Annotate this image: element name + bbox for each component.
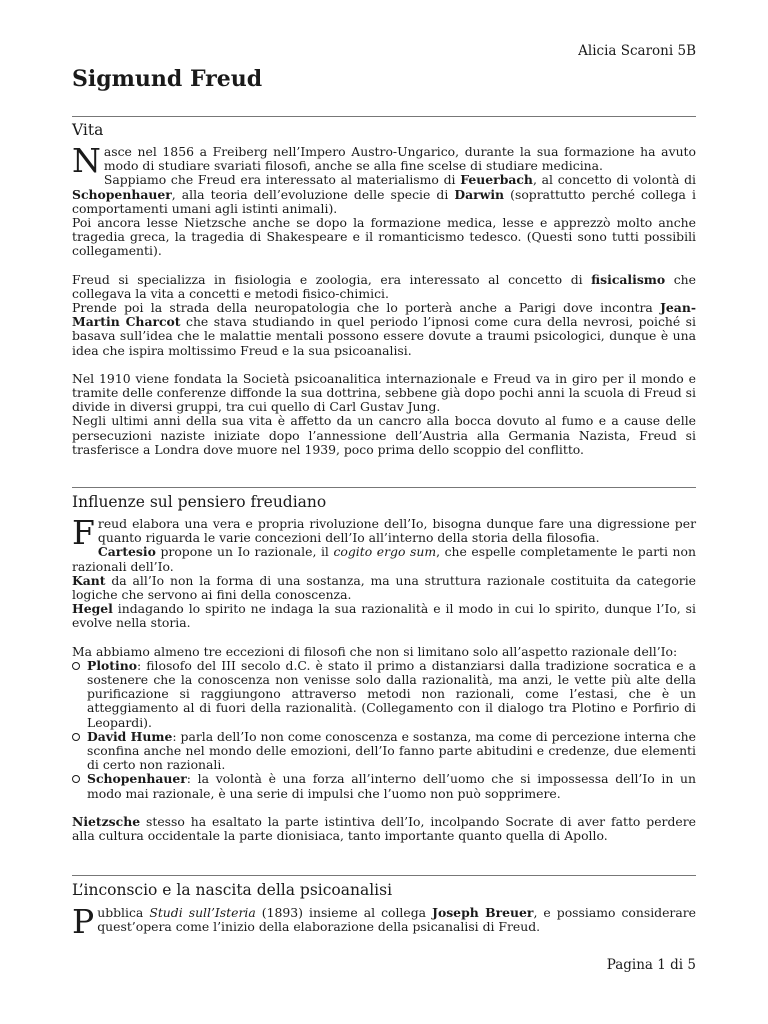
- paragraph: Prende poi la strada della neuropatologia che lo porterà anche a Parigi dove incontra Jean-Martin Charcot che stava studiando in quel periodo l’ipnosi come cura della nevrosi, poiché si basava sull’idea che le malattie mentali possono essere dovute a traumi psicologici, dunque è una idea che ispira moltissimo Freud e la sua psicoanalisi.: [72, 300, 697, 358]
- paragraph: Hegel indagando lo spirito ne indaga la sua razionalità e il modo in cui lo spirito, dunque l’Io, si evolve nella storia.: [72, 601, 696, 631]
- drop-cap: N: [72, 141, 101, 180]
- divider: [72, 875, 696, 876]
- paragraph: Freud si specializza in fisiologia e zoologia, era interessato al concetto di fisicalismo che collegava la vita a concetti e metodi fisico-chimici.: [72, 271, 696, 301]
- paragraph: Cartesio propone un Io razionale, il cogito ergo sum, che espelle completamente le parti non razionali dell’Io.: [72, 544, 696, 574]
- author-name: Alicia Scaroni 5B: [578, 43, 696, 59]
- bullet-icon: [72, 775, 80, 783]
- paragraph: Freud elabora una vera e propria rivoluzione dell’Io, bisogna dunque fare una digressione per quanto riguarda le varie concezioni dell’Io all’interno della storia della filosofia.: [72, 513, 696, 552]
- list-item: David Hume: parla dell’Io non come conoscenza e sostanza, ma come di percezione interna che sconfina anche nel mondo delle emozioni, dell’Io fanno parte abitudini e credenze, due elementi di certo non razionali.: [72, 730, 696, 773]
- document-title: Sigmund Freud: [72, 66, 263, 92]
- paragraph: Nasce nel 1856 a Freiberg nell’Impero Austro-Ungarico, durante la sua formazione ha avuto modo di studiare svariati filosofi, anche se alla fine scelse di studiare medicina.: [72, 141, 696, 180]
- paragraph: Negli ultimi anni della sua vita è affetto da un cancro alla bocca dovuto al fumo e a cause delle persecuzioni naziste iniziate dopo l’annessione dell’Austria alla Germania Nazista, Freud si trasferisce a Londra dove muore nel 1939, poco prima dello scoppio del conflitto.: [72, 413, 696, 457]
- paragraph: Poi ancora lesse Nietzsche anche se dopo la formazione medica, lesse e apprezzò molto anche tragedia greca, la tragedia di Shakespeare e il romanticismo tedesco. (Questi sono tutti possibili collegamenti).: [72, 215, 696, 259]
- section-heading-influenze: Influenze sul pensiero freudiano: [72, 493, 327, 511]
- drop-cap: P: [72, 902, 95, 941]
- paragraph: Kant da all’Io non la forma di una sostanza, ma una struttura razionale costituita da categorie logiche che servono ai fini della conoscenza.: [72, 572, 696, 603]
- paragraph: Ma abbiamo almeno tre eccezioni di filosofi che non si limitano solo all’aspetto razionale dell’Io:: [72, 643, 678, 659]
- section-body-influenze: [72, 513, 696, 844]
- drop-cap: F: [72, 513, 95, 552]
- paragraph: Sappiamo che Freud era interessato al materialismo di Feuerbach, al concetto di volontà di Schopenhauer, alla teoria dell’evoluzione delle specie di Darwin (soprattutto perché collega i comportamenti umani agli istinti animali).: [72, 172, 697, 216]
- paragraph: Nel 1910 viene fondata la Società psicoanalitica internazionale e Freud va in giro per il mondo e tramite delle conferenze diffonde la sua dottrina, sebbene già dopo pochi anni la scuola di Freud si divide in diversi gruppi, tra cui quello di Carl Gustav Jung.: [72, 370, 696, 415]
- page-number: Pagina 1 di 5: [606, 957, 696, 973]
- bullet-icon: [72, 733, 80, 741]
- section-heading-vita: Vita: [72, 121, 104, 139]
- divider: [72, 116, 696, 117]
- list-item: Plotino: filosofo del III secolo d.C. è stato il primo a distanziarsi dalla tradizione socratica e a sostenere che la conoscenza non venisse solo dalla razionalità, ma anzi, le vette più alte della purificazione si raggiungono attraverso metodi non razionali, come l’estasi, che è un atteggiamento al di fuori della razionalità. (Collegamento con il dialogo tra Plotino e Porfirio di Leopardi).: [72, 659, 696, 730]
- section-body-inconscio: [72, 902, 696, 941]
- section-body-vita: [72, 141, 697, 457]
- paragraph: Nietzsche stesso ha esaltato la parte istintiva dell’Io, incolpando Socrate di aver fatto perdere alla cultura occidentale la parte dionisiaca, tanto importante quanto quella di Apollo.: [72, 813, 696, 844]
- paragraph: Pubblica Studi sull’Isteria (1893) insieme al collega Joseph Breuer, e possiamo considerare quest’opera come l’inizio della elaborazione della psicanalisi di Freud.: [72, 902, 696, 941]
- section-heading-inconscio: L’inconscio e la nascita della psicoanalisi: [72, 881, 393, 899]
- bullet-icon: [72, 662, 80, 670]
- list-item: Schopenhauer: la volontà è una forza all’interno dell’uomo che si impossessa dell’Io in un modo mai razionale, è una serie di impulsi che l’uomo non può sopprimere.: [72, 772, 696, 800]
- divider: [72, 487, 696, 488]
